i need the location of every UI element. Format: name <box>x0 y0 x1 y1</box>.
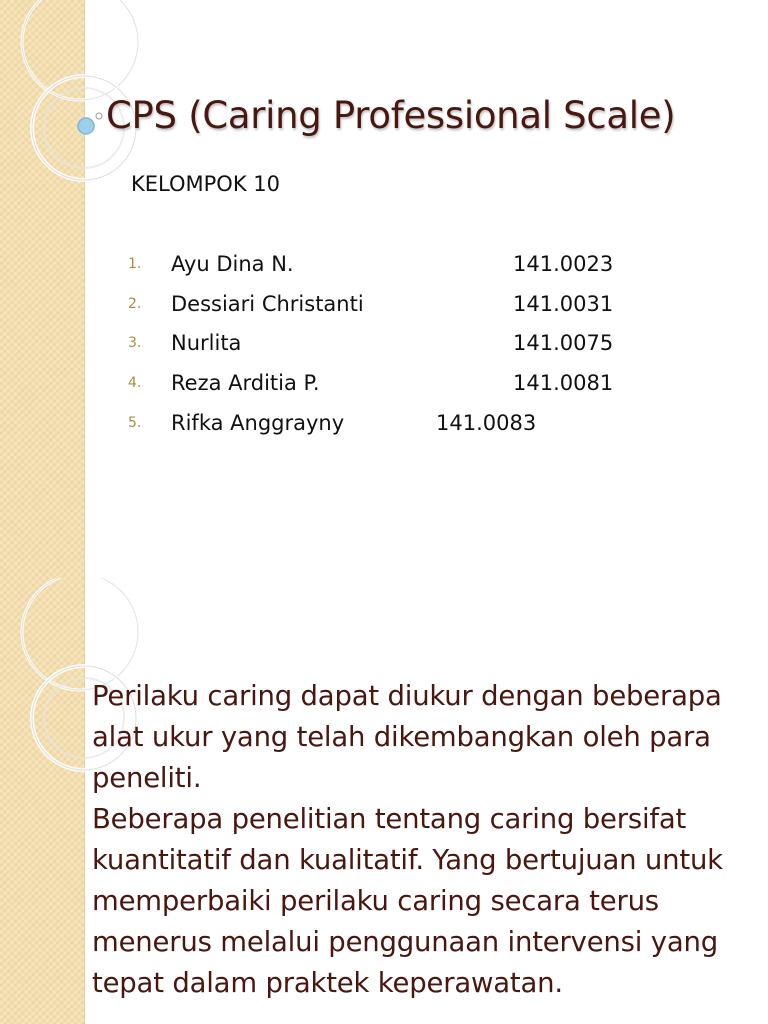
group-label: KELOMPOK 10 <box>131 172 280 196</box>
slide-2 <box>0 578 768 1024</box>
body-line: Beberapa penelitian tentang caring bersifat <box>92 803 687 835</box>
member-name: Nurlita <box>171 331 242 355</box>
slide-title: CPS (Caring Professional Scale) <box>106 94 676 137</box>
member-id: 141.0083 <box>436 411 537 435</box>
list-number: 2. <box>128 296 142 312</box>
member-id: 141.0075 <box>513 331 614 355</box>
decorative-stripe <box>0 578 85 1024</box>
member-name: Rifka Anggrayny <box>171 411 345 435</box>
member-name: Dessiari Christanti <box>171 292 364 316</box>
list-number: 1. <box>128 256 142 272</box>
list-number: 5. <box>128 415 142 431</box>
body-line: peneliti. <box>92 762 202 794</box>
body-paragraph <box>92 676 752 1004</box>
body-line: Perilaku caring dapat diukur dengan beberapa <box>92 680 722 712</box>
body-line: tepat dalam praktek keperawatan. <box>92 967 563 999</box>
member-id: 141.0081 <box>513 371 614 395</box>
member-name: Ayu Dina N. <box>171 252 294 276</box>
member-id: 141.0031 <box>513 292 614 316</box>
list-number: 4. <box>128 375 142 391</box>
body-line: alat ukur yang telah dikembangkan oleh para <box>92 721 711 753</box>
body-line: kuantitatif dan kualitatif. Yang bertujuan untuk <box>92 844 723 876</box>
decorative-stripe <box>0 0 85 578</box>
member-id: 141.0023 <box>513 252 614 276</box>
body-line: memperbaiki perilaku caring secara terus <box>92 885 659 917</box>
list-number: 3. <box>128 335 142 351</box>
body-line: menerus melalui penggunaan intervensi yang <box>92 926 718 958</box>
member-name: Reza Arditia P. <box>171 371 320 395</box>
